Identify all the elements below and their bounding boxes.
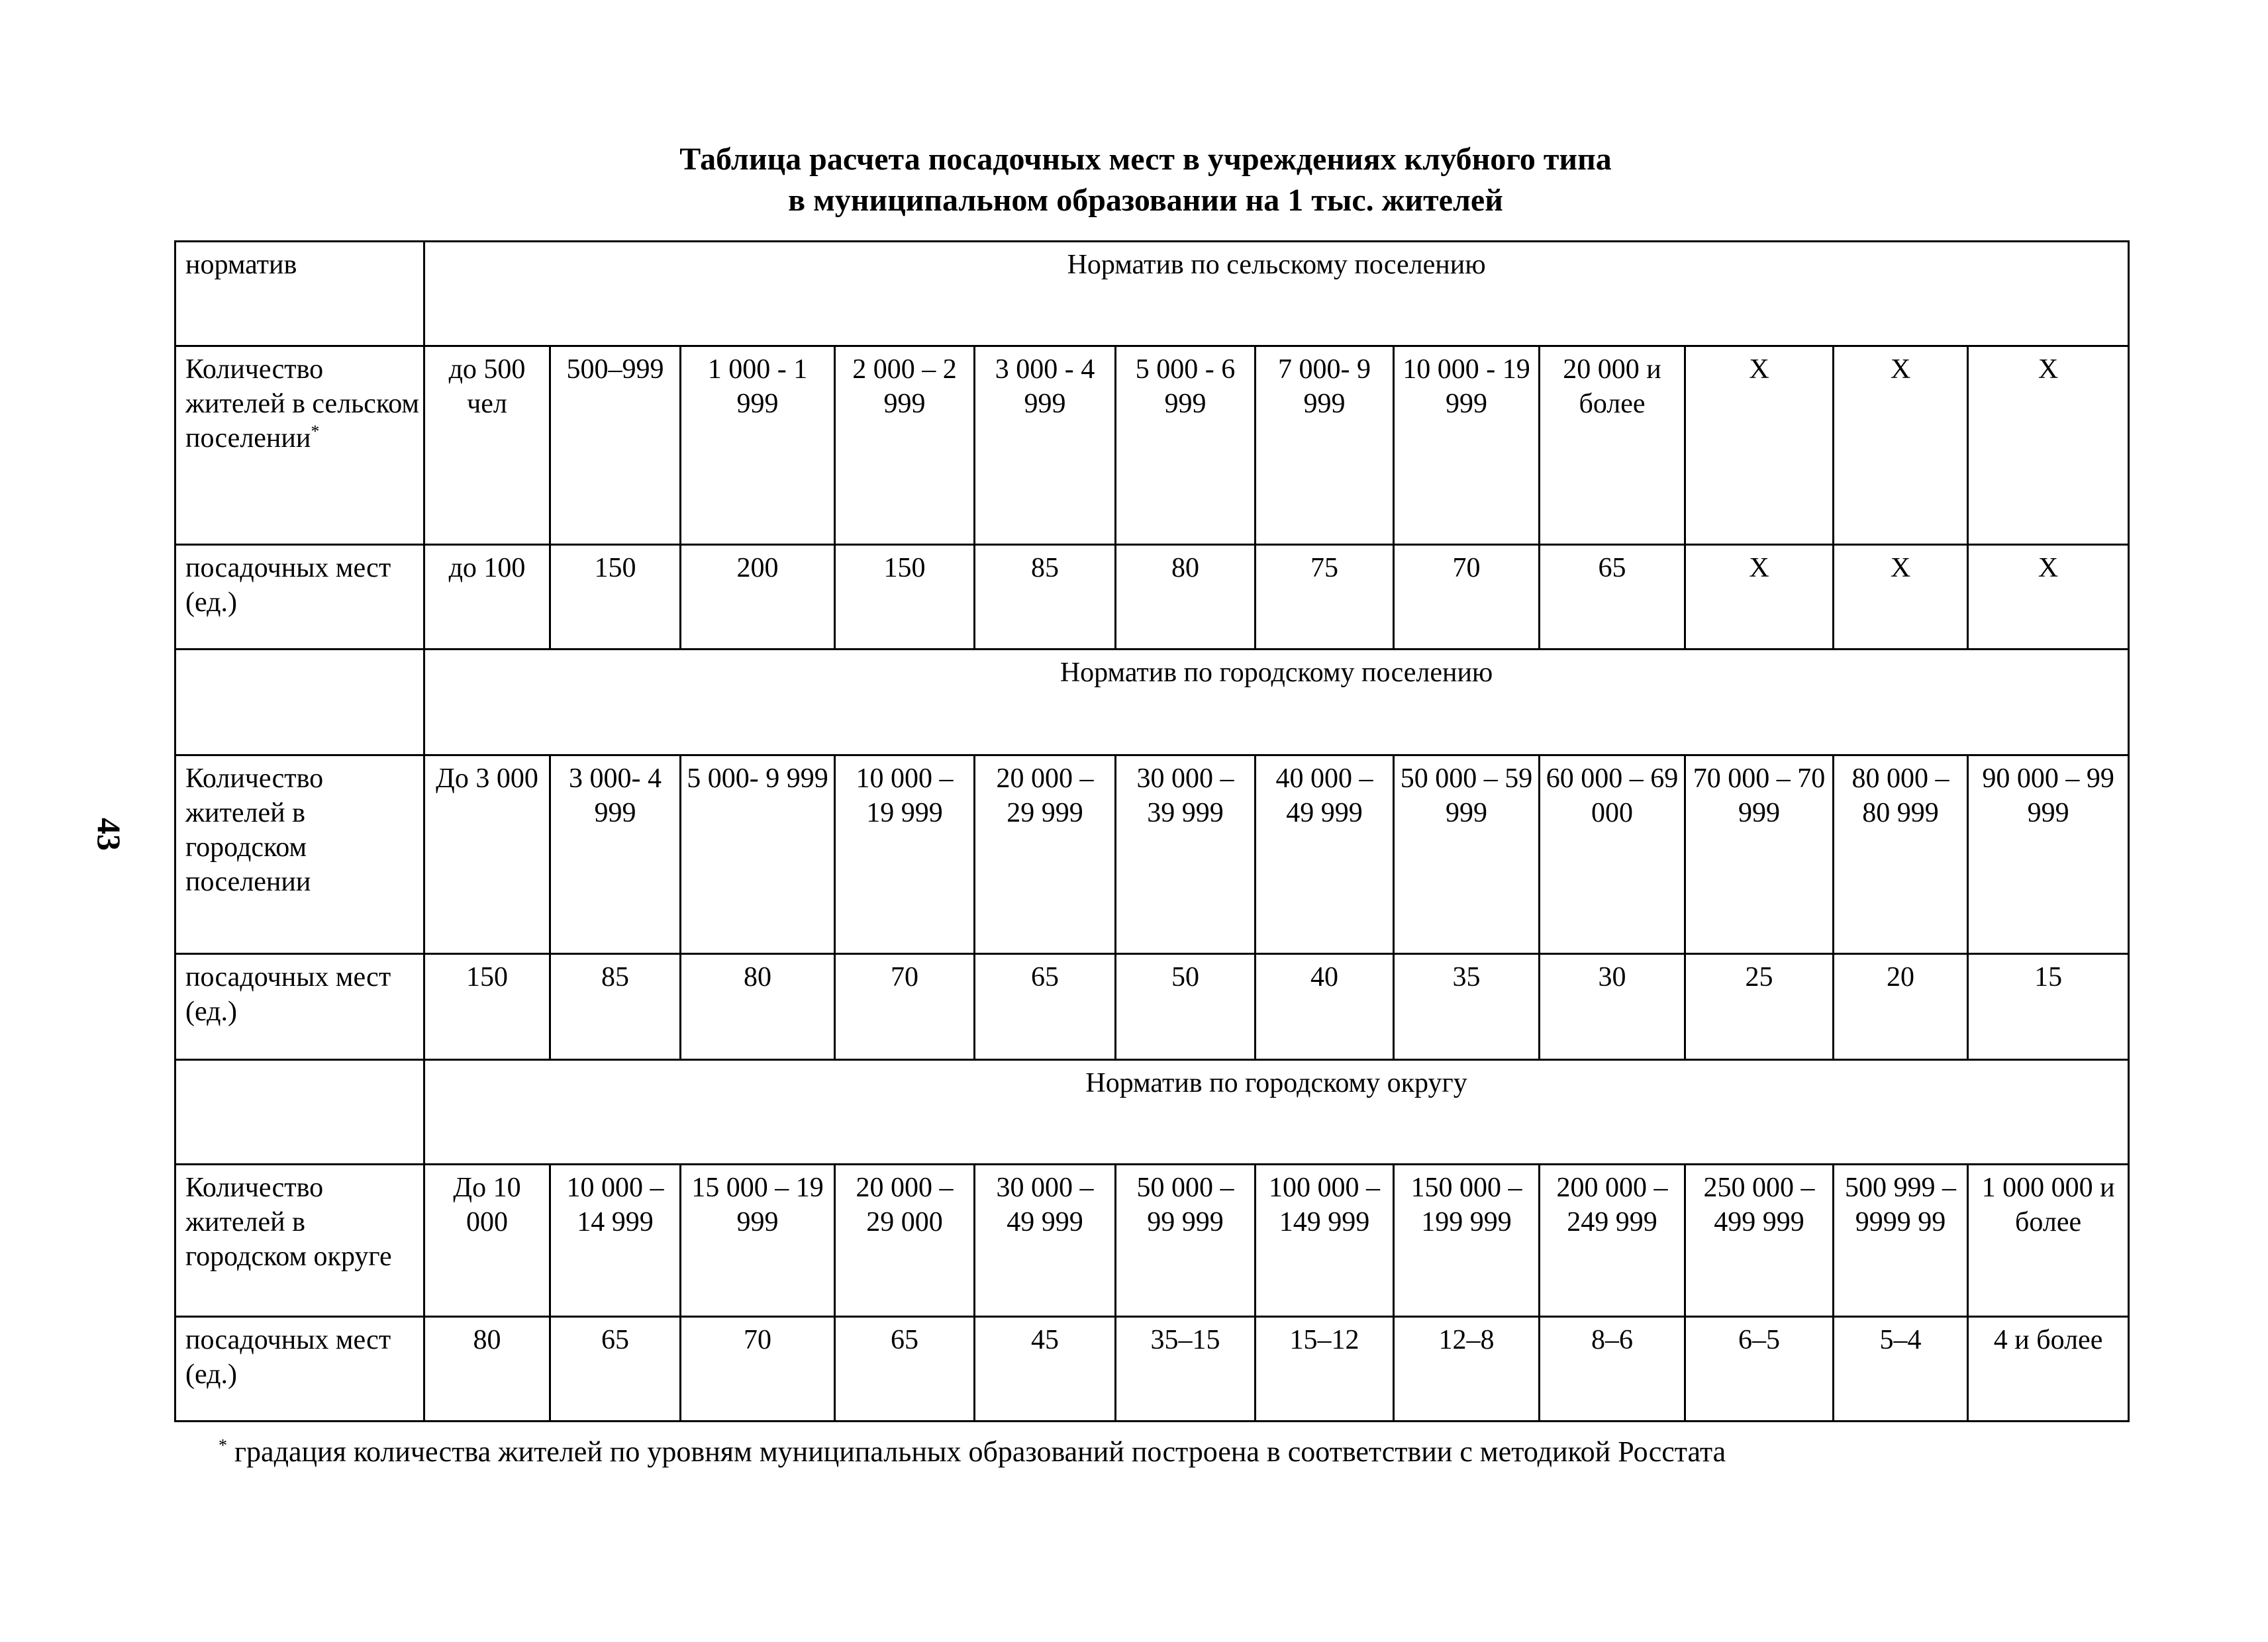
table-cell: 50 000 – 59 999 — [1394, 755, 1540, 954]
table-cell: 20 000 – 29 999 — [975, 755, 1116, 954]
table-cell: 80 — [1116, 545, 1256, 650]
rural-population-label: Количество жителей в сельском поселении — [185, 354, 420, 454]
table-cell: 80 — [681, 954, 835, 1060]
empty-label-cell — [175, 1060, 424, 1165]
table-cell: 50 000 – 99 999 — [1116, 1165, 1256, 1317]
title-line-1: Таблица расчета посадочных мест в учреждениях клубного типа — [679, 142, 1612, 177]
table-cell: Х — [1685, 346, 1834, 545]
table-cell: 85 — [550, 954, 681, 1060]
table-cell: 75 — [1256, 545, 1394, 650]
table-cell: 100 000 – 149 999 — [1256, 1165, 1394, 1317]
urban-settlement-seats-row — [175, 954, 2129, 1060]
table-cell: До 10 000 — [424, 1165, 550, 1317]
footnote-marker: * — [219, 1435, 227, 1455]
table-cell: 20 000 и более — [1540, 346, 1685, 545]
table-cell: 40 000 – 49 999 — [1256, 755, 1394, 954]
table-cell: 12–8 — [1394, 1317, 1540, 1422]
table-cell: 15–12 — [1256, 1317, 1394, 1422]
rural-population-row — [175, 346, 2129, 545]
table-cell: 90 000 – 99 999 — [1968, 755, 2129, 954]
page-number: 43 — [91, 818, 128, 851]
table-cell: до 500 чел — [424, 346, 550, 545]
footnote-text: градация количества жителей по уровням муниципальных образований построена в соответствии с методикой Росстата — [227, 1435, 1726, 1468]
table-cell: 50 — [1116, 954, 1256, 1060]
table-cell: 80 000 – 80 999 — [1834, 755, 1968, 954]
row-label-cell: Количество жителей в городском округе — [175, 1165, 424, 1317]
rural-seats-row — [175, 545, 2129, 650]
table-cell: 150 — [424, 954, 550, 1060]
row-label-cell: Количество жителей в городском поселении — [175, 755, 424, 954]
table-cell: 70 — [681, 1317, 835, 1422]
table-cell: 30 000 – 39 999 — [1116, 755, 1256, 954]
urban-district-population-row — [175, 1165, 2129, 1317]
table-cell: 70 — [835, 954, 975, 1060]
rural-heading-row — [175, 242, 2129, 346]
table-cell: 65 — [550, 1317, 681, 1422]
seating-norms-table — [174, 240, 2130, 1422]
row-label-cell: посадочных мест (ед.) — [175, 954, 424, 1060]
footnote-marker: * — [311, 422, 320, 441]
table-cell: 1 000 000 и более — [1968, 1165, 2129, 1317]
row-label-cell: посадочных мест (ед.) — [175, 545, 424, 650]
table-cell: 65 — [835, 1317, 975, 1422]
table-cell: 85 — [975, 545, 1116, 650]
footnote — [219, 1433, 2139, 1471]
table-cell: 150 000 – 199 999 — [1394, 1165, 1540, 1317]
empty-label-cell — [175, 650, 424, 755]
table-cell: до 100 — [424, 545, 550, 650]
table-cell: Х — [1834, 545, 1968, 650]
table-cell: 30 — [1540, 954, 1685, 1060]
table-cell: 200 — [681, 545, 835, 650]
table-cell: 25 — [1685, 954, 1834, 1060]
table-cell: 4 и более — [1968, 1317, 2129, 1422]
table-cell: 10 000 – 14 999 — [550, 1165, 681, 1317]
rural-section-heading: Норматив по сельскому поселению — [424, 242, 2129, 346]
table-cell: 2 000 – 2 999 — [835, 346, 975, 545]
table-cell: 80 — [424, 1317, 550, 1422]
table-cell: Х — [1834, 346, 1968, 545]
table-cell: 7 000- 9 999 — [1256, 346, 1394, 545]
table-cell: 5 000- 9 999 — [681, 755, 835, 954]
table-cell: 5 000 - 6 999 — [1116, 346, 1256, 545]
table-cell: 150 — [835, 545, 975, 650]
table-cell: 15 — [1968, 954, 2129, 1060]
table-cell: Х — [1685, 545, 1834, 650]
table-cell: 65 — [1540, 545, 1685, 650]
table-cell: 20 — [1834, 954, 1968, 1060]
table-cell: 500 999 – 9999 99 — [1834, 1165, 1968, 1317]
table-cell: 35–15 — [1116, 1317, 1256, 1422]
table-cell: 5–4 — [1834, 1317, 1968, 1422]
table-cell: 8–6 — [1540, 1317, 1685, 1422]
table-cell: 6–5 — [1685, 1317, 1834, 1422]
table-cell: 30 000 – 49 999 — [975, 1165, 1116, 1317]
header-label-cell: норматив — [175, 242, 424, 346]
table-cell: 1 000 - 1 999 — [681, 346, 835, 545]
table-cell: 65 — [975, 954, 1116, 1060]
row-label-cell — [175, 346, 424, 545]
table-cell: 40 — [1256, 954, 1394, 1060]
urban-settlement-section-heading: Норматив по городскому поселению — [424, 650, 2129, 755]
table-cell: 3 000 - 4 999 — [975, 346, 1116, 545]
urban-settlement-heading-row — [175, 650, 2129, 755]
table-cell: 10 000 - 19 999 — [1394, 346, 1540, 545]
table-cell: 70 — [1394, 545, 1540, 650]
urban-district-seats-row — [175, 1317, 2129, 1422]
table-cell: 500–999 — [550, 346, 681, 545]
table-cell: Х — [1968, 346, 2129, 545]
table-cell: 150 — [550, 545, 681, 650]
urban-district-heading-row — [175, 1060, 2129, 1165]
table-cell: 45 — [975, 1317, 1116, 1422]
row-label-cell: посадочных мест (ед.) — [175, 1317, 424, 1422]
table-cell: 60 000 – 69 000 — [1540, 755, 1685, 954]
table-cell: 15 000 – 19 999 — [681, 1165, 835, 1317]
table-cell: 10 000 – 19 999 — [835, 755, 975, 954]
page-title — [172, 139, 2119, 221]
urban-settlement-population-row — [175, 755, 2129, 954]
table-cell: 20 000 – 29 000 — [835, 1165, 975, 1317]
table-cell: До 3 000 — [424, 755, 550, 954]
table-cell: 3 000- 4 999 — [550, 755, 681, 954]
title-line-2: в муниципальном образовании на 1 тыс. жителей — [788, 183, 1503, 218]
table-cell: 35 — [1394, 954, 1540, 1060]
table-cell: 70 000 – 70 999 — [1685, 755, 1834, 954]
table-cell: 200 000 – 249 999 — [1540, 1165, 1685, 1317]
table-cell: 250 000 – 499 999 — [1685, 1165, 1834, 1317]
table-cell: Х — [1968, 545, 2129, 650]
urban-district-section-heading: Норматив по городскому округу — [424, 1060, 2129, 1165]
